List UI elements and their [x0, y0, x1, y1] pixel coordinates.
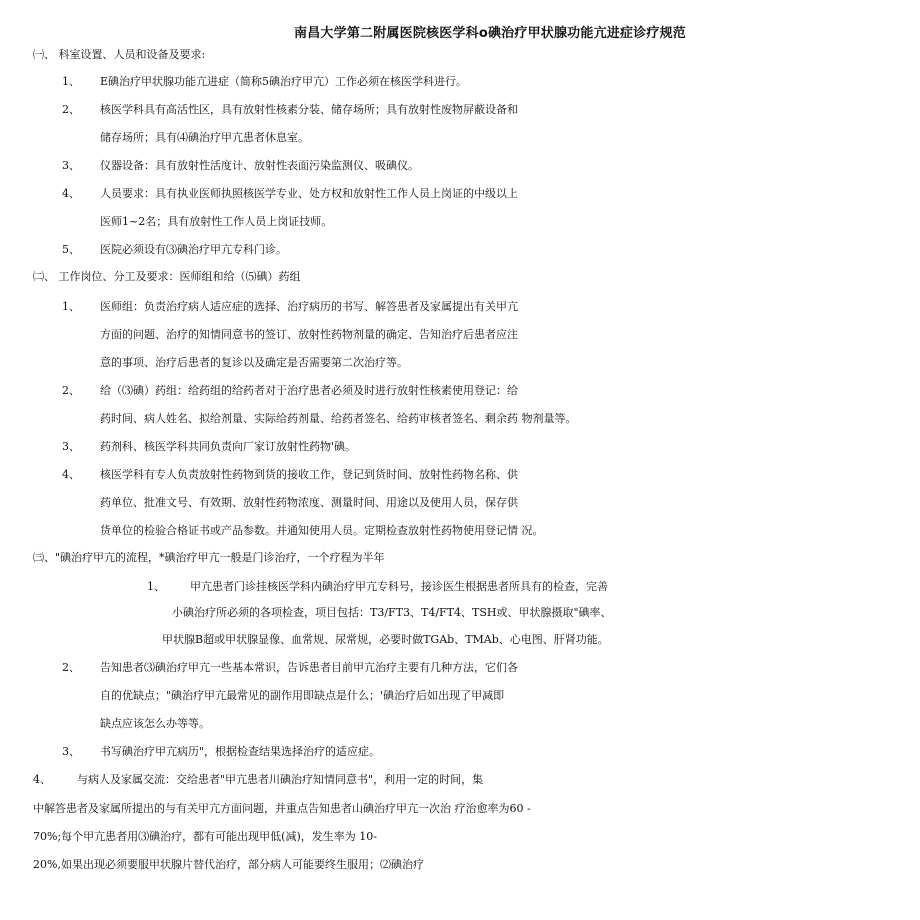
- paragraph-line: 意的事项、治疗后患者的复诊以及确定是否需要第二次治疗等。: [100, 356, 408, 369]
- item-number: 2、: [62, 103, 80, 116]
- paragraph-line: 医院必须设有⑶碘治疗甲亢专科门诊。: [100, 243, 287, 256]
- section-heading-2: ㈡、 工作岗位、分工及要求：医师组和给（⑸碘）药组: [33, 270, 301, 283]
- paragraph-line: 中解答患者及家属所提出的与有关甲亢方面问题，并重点告知患者山碘治疗甲亢一次治 疗治愈率为60 -: [33, 802, 531, 815]
- paragraph-line: 甲状腺B超或甲状腺显像、血常规、尿常规，必要时做TGAb、TMAb、心电图、肝肾功能。: [162, 633, 609, 646]
- paragraph-line: 告知患者⑶碘治疗甲亢一些基本常识，告诉患者目前甲亢治疗主要有几种方法，它们各: [100, 661, 518, 674]
- paragraph-line: 医师1~2名；具有放射性工作人员上岗证技师。: [100, 215, 333, 228]
- item-number: 1、: [147, 580, 165, 593]
- paragraph-line: 自的优缺点；"碘治疗甲亢最常见的副作用即缺点是什么；'碘治疗后如出现了甲减即: [100, 689, 505, 702]
- section-heading-1: ㈠、 科室设置、人员和设备及要求:: [33, 48, 206, 61]
- paragraph-line: 小碘治疗所必须的各项检查，项目包括：T3/FT3、T4/FT4、TSH或、甲状腺摄取"碘率、: [172, 606, 612, 619]
- paragraph-line: 70%;每个甲亢患者用⑶碘治疗，都有可能出现甲低(减)，发生率为 10-: [33, 830, 377, 843]
- paragraph-line: 人员要求：具有执业医师执照核医学专业、处方权和放射性工作人员上岗证的中级以上: [100, 187, 518, 200]
- document-title: 南昌大学第二附属医院核医学科o碘治疗甲状腺功能亢进症诊疗规范: [294, 26, 686, 41]
- paragraph-line: 药单位、批准文号、有效期、放射性药物浓度、测量时间、用途以及使用人员，保存供: [100, 496, 518, 509]
- paragraph-line: 书写碘治疗甲亢病历"，根据检查结果选择治疗的适应症。: [100, 745, 381, 758]
- paragraph-line: 储存场所；具有⑷碘治疗甲亢患者休息室。: [100, 131, 309, 144]
- item-number: 4、: [62, 187, 80, 200]
- paragraph-line: 核医学科具有高活性区，具有放射性核素分装、储存场所；具有放射性废物屏蔽设备和: [100, 103, 518, 116]
- paragraph-line: 药时间、病人姓名、拟给剂量、实际给药剂量、给药者签名、给药审核者签名、剩余药 物剂量等。: [100, 412, 577, 425]
- item-number: 2、: [62, 384, 80, 397]
- paragraph-line: 缺点应该怎么办等等。: [100, 717, 210, 730]
- paragraph-line: 20%,如果出现必须要服甲状腺片替代治疗，部分病人可能要终生服用；⑵碘治疗: [33, 858, 424, 871]
- item-number: 3、: [62, 745, 80, 758]
- paragraph-line: E碘治疗甲状腺功能亢进症（简称5碘治疗甲亢）工作必须在核医学科进行。: [100, 75, 468, 88]
- item-number: 3、: [62, 159, 80, 172]
- item-number: 1、: [62, 300, 80, 313]
- paragraph-line: 药剂科、核医学科共同负责向厂家订放射性药物'碘。: [100, 440, 357, 453]
- item-number: 1、: [62, 75, 80, 88]
- paragraph-line: 医师组：负责治疗病人适应症的选择、治疗病历的书写、解答患者及家属提出有关甲亢: [100, 300, 518, 313]
- paragraph-line: 与病人及家属交流：交给患者"甲亢患者川碘治疗知情同意书"，利用一定的时间，集: [77, 773, 484, 786]
- item-number: 4、: [33, 773, 51, 786]
- item-number: 2、: [62, 661, 80, 674]
- paragraph-line: 仪器设备：具有放射性活度计、放射性表面污染监测仪、吸碘仪。: [100, 159, 419, 172]
- paragraph-line: 核医学科有专人负责放射性药物到货的接收工作，登记到货时间、放射性药物名称、供: [100, 468, 518, 481]
- paragraph-line: 方面的问题、治疗的知情同意书的签订、放射性药物剂量的确定、告知治疗后患者应注: [100, 328, 518, 341]
- item-number: 3、: [62, 440, 80, 453]
- item-number: 5、: [62, 243, 80, 256]
- paragraph-line: 甲亢患者门诊挂核医学科内碘治疗甲亢专科号，接诊医生根据患者所具有的检查，完善: [190, 580, 608, 593]
- paragraph-line: 货单位的检验合格证书或产品参数。并通知使用人员。定期检查放射性药物使用登记情 况。: [100, 524, 544, 537]
- item-number: 4、: [62, 468, 80, 481]
- paragraph-line: 给（⑶碘）药组：给药组的给药者对于治疗患者必须及时进行放射性核素使用登记：给: [100, 384, 518, 397]
- section-heading-3: ㈢、"碘治疗甲亢的流程，*碘治疗甲亢一般是门诊治疗，一个疗程为半年: [33, 551, 385, 564]
